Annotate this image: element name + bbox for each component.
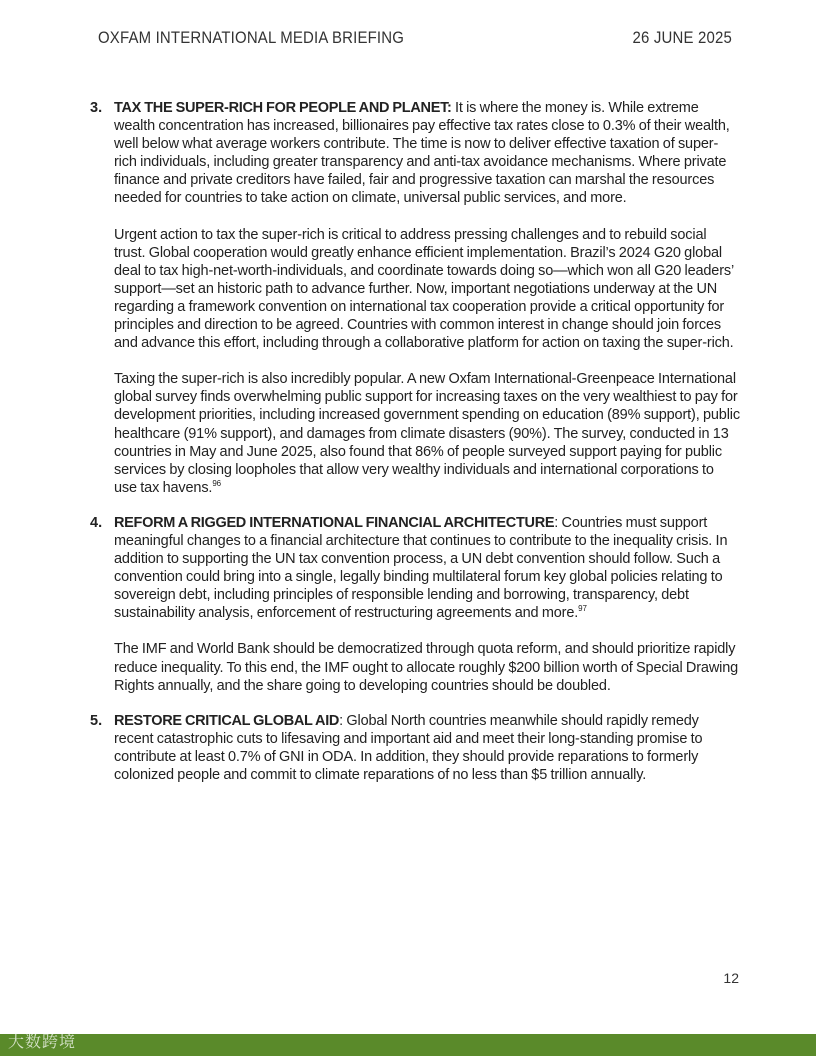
item-text: It is where the money is. While extreme wealth concentration has increased, billionaires pay effective tax rates close to 0.3% of their wealth, well below what average workers contribute. The time is now to deliver effective taxation of super-rich individuals, including greater transparency and anti-tax avoidance mechanisms. Where private finance and private creditors have failed, fair and progressive taxation can marshal the resources needed for countries to take action on climate, universal public services, and more. <box>114 100 730 207</box>
item-number: 4. <box>90 514 103 531</box>
item-text: : Countries must support meaningful changes to a financial architecture that continues to contribute to the inequality crisis. In addition to supporting the UN tax convention process, a UN debt convention should follow. Such a convention could bring into a single, legally binding multilateral forum key global policies relating to sovereign debt, including principles of responsible lending and borrowing, transparency, debt sustainability analysis, enforcement of restructuring agreements and more. <box>114 514 728 622</box>
item-paragraph: Urgent action to tax the super-rich is critical to address pressing challenges and to rebuild social trust. Global cooperation would greatly enhance efficient implementation. Brazil’s 2024 G20 global deal to tax high-net-worth-individuals, and coordinate towards doing so—which won all G20 leaders’ support—set an historic path to advance further. Now, important negotiations underway at the UN regarding a framework convention on international tax cooperation provide a critical opportunity for principles and direction to be agreed. Countries with common interest in change should join forces and advance this effort, including through a collaborative platform for action on taxing the super-rich. <box>114 226 734 352</box>
item-heading: RESTORE CRITICAL GLOBAL AID <box>114 712 340 729</box>
header-title: OXFAM INTERNATIONAL MEDIA BRIEFING <box>98 28 405 47</box>
recommendation-item <box>90 514 740 695</box>
recommendations-list <box>90 99 740 801</box>
recommendation-item <box>90 99 740 497</box>
item-paragraph <box>114 99 740 208</box>
page-number: 12 <box>723 970 739 986</box>
item-number: 3. <box>90 100 103 116</box>
item-paragraph <box>114 370 740 497</box>
item-paragraph <box>114 514 740 623</box>
item-text: : Global North countries meanwhile should rapidly remedy recent catastrophic cuts to lifesaving and important aid and meet their long-standing promise to contribute at least 0.7% of GNI in ODA. In addition, they should provide reparations to formerly colonized people and commit to climate reparations of no less than $5 trillion annually. <box>114 712 703 783</box>
recommendation-item <box>90 712 740 784</box>
footnote-ref[interactable]: 96 <box>212 478 221 488</box>
item-paragraph <box>114 712 740 784</box>
watermark: 大数跨境 <box>8 1032 77 1051</box>
item-number: 5. <box>90 712 103 729</box>
item-heading: TAX THE SUPER-RICH FOR PEOPLE AND PLANET: <box>114 100 452 116</box>
page-header <box>98 28 732 50</box>
item-paragraph: The IMF and World Bank should be democratized through quota reform, and should prioritize rapidly reduce inequality. To this end, the IMF ought to allocate roughly $200 billion worth of Special Drawing Rights annually, and the share going to developing countries should be doubled. <box>114 641 739 694</box>
header-date: 26 JUNE 2025 <box>632 28 732 47</box>
item-heading: REFORM A RIGGED INTERNATIONAL FINANCIAL ARCHITECTURE <box>114 514 555 531</box>
footer-bar <box>0 1034 816 1056</box>
item-text: Taxing the super-rich is also incredibly popular. A new Oxfam International-Greenpeace International global survey finds overwhelming public support for increasing taxes on the very wealthiest to pay for development priorities, including increased government spending on education (89% support), public healthcare (91% support), and damages from climate disasters (90%). The survey, conducted in 13 countries in May and June 2025, also found that 86% of people surveyed support paying for public services by closing loopholes that allow very wealthy individuals and international corporations to use tax havens. <box>114 371 740 496</box>
footnote-ref[interactable]: 97 <box>578 604 587 614</box>
